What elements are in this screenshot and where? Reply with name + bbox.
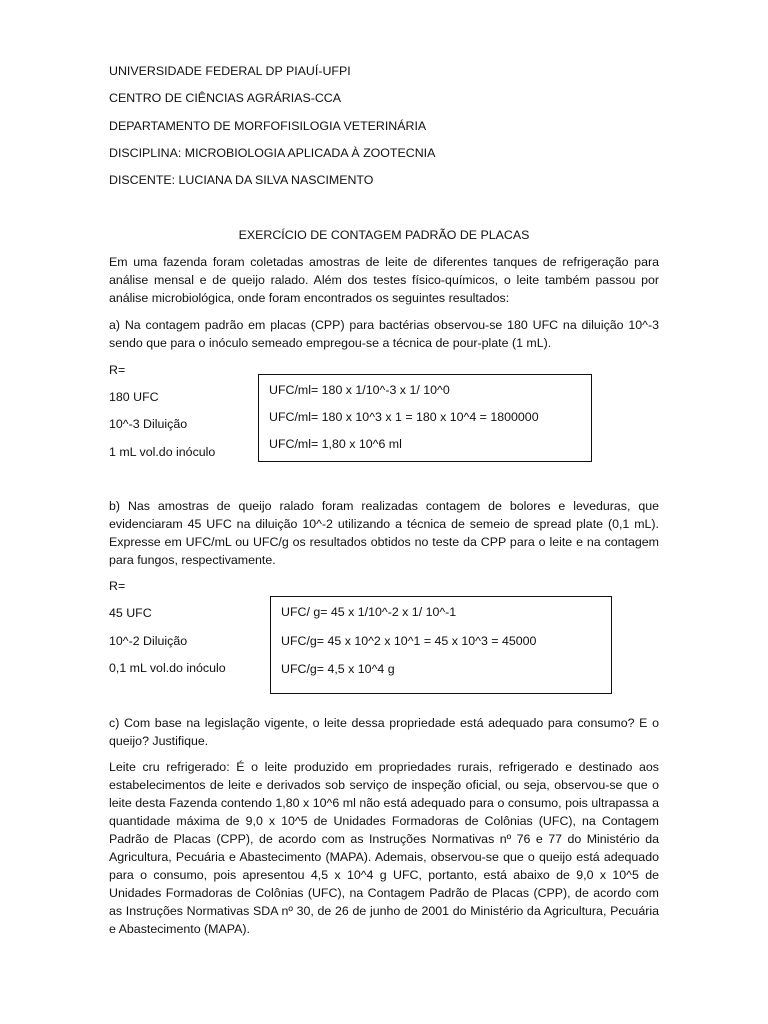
calc-b-step-3: UFC/g= 4,5 x 10^4 g xyxy=(281,662,395,676)
intro-paragraph: Em uma fazenda foram coletadas amostras de leite de diferentes tanques de refrigeração para análise mensal e de queijo ralado. Além dos testes físico-químicos, o leite também passou por análise microbiológica, onde foram encontrados os seguintes resultados: xyxy=(109,255,659,305)
student-name: DISCENTE: LUCIANA DA SILVA NASCIMENTO xyxy=(109,173,374,187)
answer-a-label: R= xyxy=(109,363,126,377)
calculation-box-b xyxy=(270,596,612,694)
university-name: UNIVERSIDADE FEDERAL DP PIAUÍ-UFPI xyxy=(109,64,351,78)
question-c-text: c) Com base na legislação vigente, o leite dessa propriedade está adequado para consumo? E o queijo? Justifique. xyxy=(109,716,659,748)
calc-b-step-1: UFC/ g= 45 x 1/10^-2 x 1/ 10^-1 xyxy=(281,605,457,619)
calc-a-step-1: UFC/ml= 180 x 1/10^-3 x 1/ 10^0 xyxy=(269,383,450,397)
answer-a-given-volume: 1 mL vol.do inóculo xyxy=(109,445,216,459)
calc-a-step-2: UFC/ml= 180 x 10^3 x 1 = 180 x 10^4 = 1800000 xyxy=(269,410,539,424)
question-a-text: a) Na contagem padrão em placas (CPP) para bactérias observou-se 180 UFC na diluição 10^-3 sendo que para o inóculo semeado empregou-se a técnica de pour-plate (1 mL). xyxy=(109,318,659,350)
answer-b-given-dilution: 10^-2 Diluição xyxy=(109,634,188,648)
question-b-text: b) Nas amostras de queijo ralado foram realizadas contagem de bolores e leveduras, que evidenciaram 45 UFC na diluição 10^-2 utilizando a técnica de semeio de spread plate (0,1 mL). Expresse em UFC/mL ou UFC/g os resultados obtidos no teste da CPP para o leite e na contagem para fungos, respectivamente. xyxy=(109,499,659,567)
answer-a-given-colonies: 180 UFC xyxy=(109,390,159,404)
calc-a-step-3: UFC/ml= 1,80 x 10^6 ml xyxy=(269,437,402,451)
calc-b-step-2: UFC/g= 45 x 10^2 x 10^1 = 45 x 10^3 = 45000 xyxy=(281,634,537,648)
question-c-answer: Leite cru refrigerado: É o leite produzido em propriedades rurais, refrigerado e destinado aos estabelecimentos de leite e derivados sob serviço de inspeção oficial, ou seja, observou-se que o leite desta Fazenda contendo 1,80 x 10^6 ml não está adequado para o consumo, pois ultrapassa a quantidade máxima de 9,0 x 10^5 de Unidades Formadoras de Colônias (UFC), na Contagem Padrão de Placas (CPP), de acordo com as Instruções Normativas nº 76 e 77 do Ministério da Agricultura, Pecuária e Abastecimento (MAPA). Ademais, observou-se que o queijo está adequado para o consumo, pois apresentou 4,5 x 10^4 g UFC, portanto, está abaixo de 9,0 x 10^5 de Unidades Formadoras de Colônias (UFC), na Contagem Padrão de Placas (CPP), de acordo com as Instruções Normativas SDA nº 30, de 26 de junho de 2001 do Ministério da Agricultura, Pecuária e Abastecimento (MAPA). xyxy=(109,760,659,936)
center-name: CENTRO DE CIÊNCIAS AGRÁRIAS-CCA xyxy=(109,91,342,105)
department-name: DEPARTAMENTO DE MORFOFISILOGIA VETERINÁRIA xyxy=(109,119,427,133)
discipline-name: DISCIPLINA: MICROBIOLOGIA APLICADA À ZOOTECNIA xyxy=(109,146,436,160)
exercise-title: EXERCÍCIO DE CONTAGEM PADRÃO DE PLACAS xyxy=(238,228,530,242)
answer-a-given-dilution: 10^-3 Diluição xyxy=(109,417,188,431)
answer-b-given-colonies: 45 UFC xyxy=(109,606,152,620)
calculation-box-a xyxy=(258,374,592,462)
answer-b-given-volume: 0,1 mL vol.do inóculo xyxy=(109,661,226,675)
answer-b-label: R= xyxy=(109,579,126,593)
